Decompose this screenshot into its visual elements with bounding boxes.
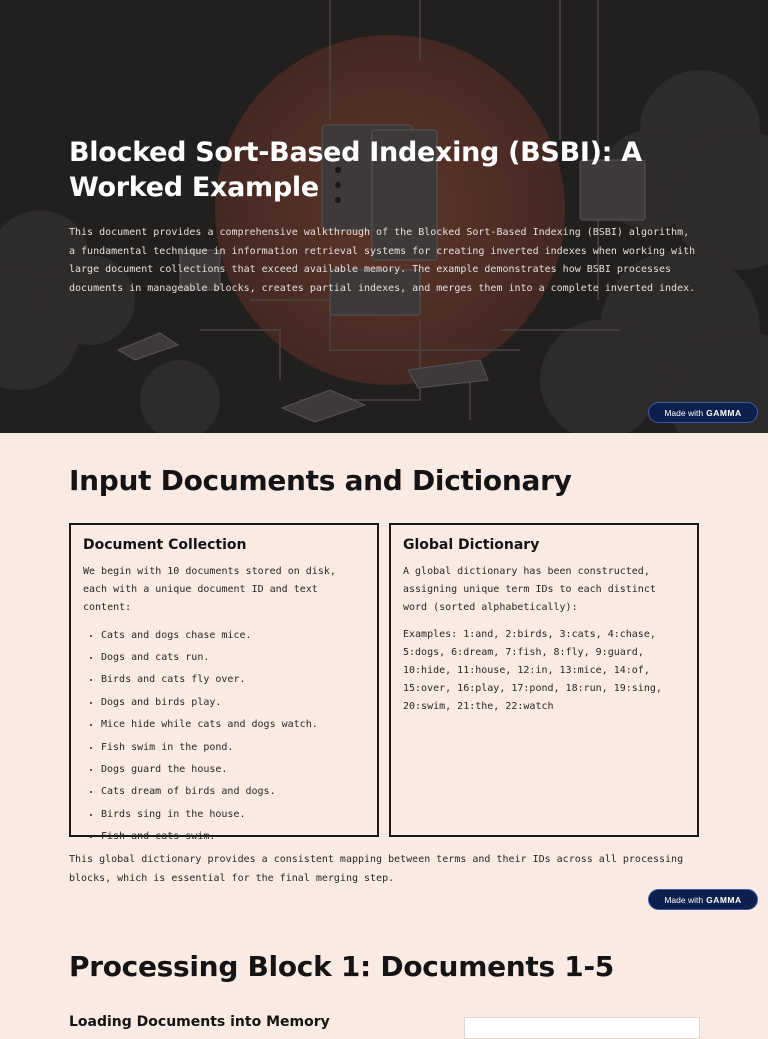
card-heading: Document Collection — [83, 537, 247, 553]
dictionary-examples: Examples: 1:and, 2:birds, 3:cats, 4:chase, 5:dogs, 6:dream, 7:fish, 8:fly, 9:guard, 10:hide, 11:house, 12:in, 13:mice, 14:of, 15:over, 16:play, 17:pond, 18:run, 19:sing, 20:swim, 21:the, 22:watch — [403, 628, 662, 713]
list-item: • Birds sing in the house. — [101, 804, 365, 826]
dictionary-note: This global dictionary provides a consistent mapping between terms and their IDs across all processing blocks, which is essential for the final merging step. — [69, 854, 684, 884]
gamma-logo: GAMMA — [706, 894, 742, 905]
list-item: • Dogs guard the house. — [101, 759, 365, 781]
badge-prefix: Made with — [664, 894, 704, 905]
page-title: Blocked Sort-Based Indexing (BSBI): A Worked Example — [69, 137, 642, 203]
gamma-logo: GAMMA — [706, 407, 742, 418]
hero-banner — [0, 0, 768, 433]
made-with-gamma-badge[interactable] — [648, 889, 758, 910]
badge-prefix: Made with — [664, 407, 704, 418]
document-collection-card — [69, 523, 379, 843]
content-panel — [464, 1017, 700, 1039]
list-item: • Cats and dogs chase mice. — [101, 625, 365, 647]
subheading-loading-documents: Loading Documents into Memory — [69, 1014, 330, 1030]
list-item: • Fish swim in the pond. — [101, 737, 365, 759]
card-heading: Global Dictionary — [403, 537, 540, 553]
section-title-processing-block-1: Processing Block 1: Documents 1-5 — [69, 950, 614, 983]
made-with-gamma-badge[interactable] — [648, 402, 758, 423]
list-item: • Fish and cats swim. — [101, 826, 365, 848]
card-intro: A global dictionary has been constructed, assigning unique term IDs to each distinct word (sorted alphabetically): — [403, 566, 656, 614]
global-dictionary-card — [389, 523, 699, 837]
hero-illustration — [0, 0, 768, 433]
list-item: • Birds and cats fly over. — [101, 669, 365, 691]
hero-description: This document provides a comprehensive walkthrough of the Blocked Sort-Based Indexing (BSBI) algorithm, a fundamental technique in information retrieval systems for creating inverted indexes when working with large document collections that exceed available memory. The example demonstrates how BSBI processes documents in manageable blocks, creates partial indexes, and merges them into a complete inverted index. — [69, 227, 696, 295]
list-item: • Cats dream of birds and dogs. — [101, 781, 365, 803]
list-item: • Mice hide while cats and dogs watch. — [101, 714, 365, 736]
card-intro: We begin with 10 documents stored on disk, each with a unique document ID and text content: — [83, 566, 336, 614]
section-title-input-documents: Input Documents and Dictionary — [69, 464, 572, 497]
document-list — [83, 625, 365, 849]
list-item: • Dogs and birds play. — [101, 692, 365, 714]
list-item: • Dogs and cats run. — [101, 647, 365, 669]
